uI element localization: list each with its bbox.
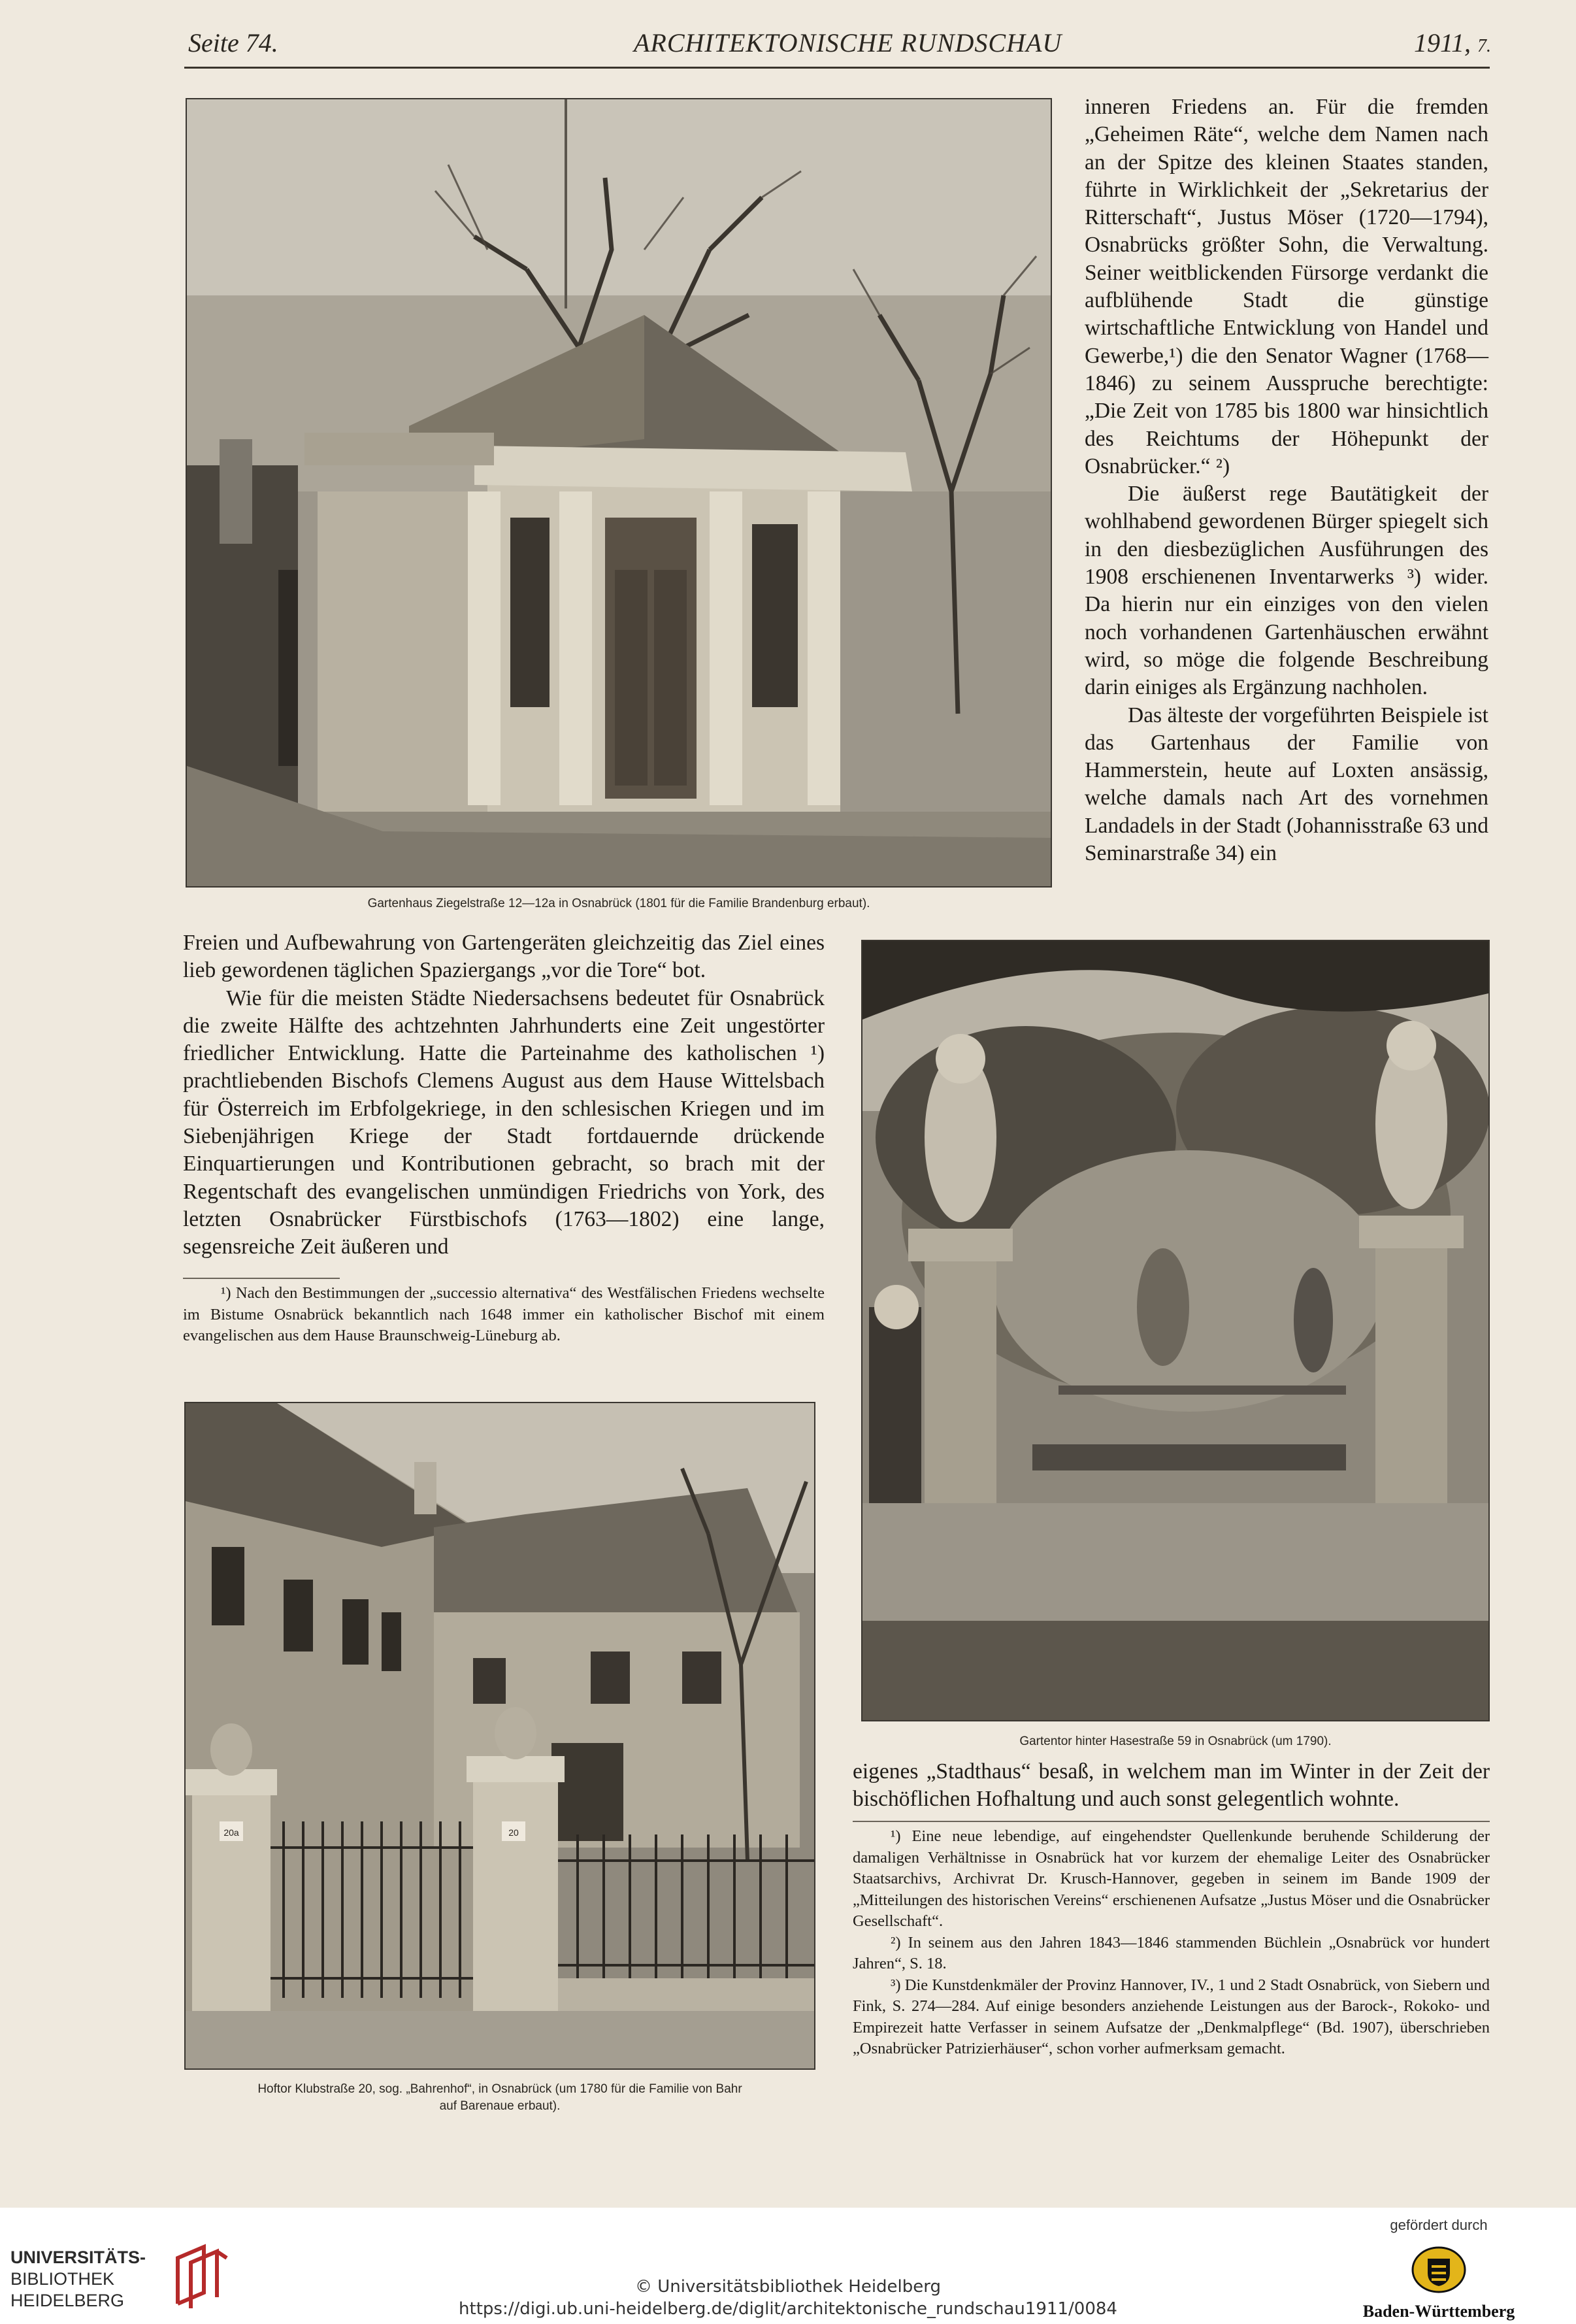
caption-line: Hoftor Klubstraße 20, sog. „Bahrenhof“, in Osnabrück (um 1780 für die Familie von Bahr — [257, 2082, 742, 2096]
paragraph: Freien und Aufbewahrung von Gartengeräten gleichzeitig das Ziel eines lieb gewordenen täglichen Spaziergangs „vor die Tore“ bot. — [183, 931, 825, 983]
footnote-rule — [853, 1821, 1490, 1822]
footnote: ¹) Nach den Bestimmungen der „successio alternativa“ des Westfälischen Friedens wechselte im Bistume Osnabrück bekanntlich nach 1648 immer ein katholischer Bischof mit einem evangelischen aus dem Hause Braunschweig-Lüneburg ab. — [183, 1284, 825, 1344]
library-logo[interactable] — [10, 2239, 233, 2317]
garden-gate-photo — [861, 940, 1490, 1721]
paragraph: inneren Friedens an. Für die fremden „Geheimen Räte“, welche dem Namen nach an der Spitze des kleinen Staates standen, führte in Wirklichkeit der „Sekretarius der Ritterschaft“, Justus Möser (1720—1794), Osnabrücks größter Sohn, die Verwaltung. Seiner weitblickenden Fürsorge verdankt die aufblühende Stadt die günstige wirtschaftliche Entwicklung von Handel und Gewerbe,¹) die den Senator Wagner (1768—1846) zu seinem Ausspruche berechtigte: „Die Zeit von 1785 bis 1800 war hinsichtlich des Reichtums der Höhepunkt der Osnabrücker.“ ²) — [1085, 95, 1488, 478]
library-line: BIBLIOTHEK — [10, 2269, 115, 2289]
left-footnote — [183, 1283, 825, 1347]
paragraph: Das älteste der vorgeführten Beispiele ist das Gartenhaus der Familie von Hammerstein, heute auf Loxten ansässig, welche damals nach Art des vornehmen Landadels in der Stadt (Johannisstraße 63 und Seminarstraße 34) ein — [1085, 703, 1488, 866]
state-name: Baden-Württemberg — [1362, 2302, 1515, 2321]
paragraph: Wie für die meisten Städte Niedersachsens bedeutet für Osnabrück die zweite Hälfte des achtzehnten Jahrhunderts eine Zeit ungestörter friedlicher Entwicklung. Hatte die Parteinahme des katholischen ¹) prachtliebenden Bischofs Clemens August aus dem Hause Wittelsbach für Österreich im Erbfolgekriege, in den schlesischen Kriegen und im Siebenjährigen Kriege der Stadt fortdauernde drückende Einquartierungen und Kontributionen gebracht, so brach mit der Regentschaft des evangelischen unmündigen Friedrichs von York, des letzten Osnabrücker Fürstbischofs (1763—1802) eine lange, segensreiche Zeit äußeren und — [183, 986, 825, 1259]
footnote: ²) In seinem aus den Jahren 1843—1846 stammenden Büchlein „Osnabrück vor hundert Jahren“, S. 18. — [853, 1933, 1490, 1972]
garden-house-photo — [186, 98, 1052, 888]
library-line: HEIDELBERG — [10, 2291, 125, 2310]
library-line: UNIVERSITÄTS- — [10, 2248, 146, 2267]
paragraph: Die äußerst rege Bautätigkeit der wohlhabend gewordenen Bürger spiegelt sich in den diesbezüglichen Ausführungen des 1908 erschienenen Inventarwerks ³) wider. Da hierin nur ein einziges von den vielen noch vorhandenen Gartenhäuschen erwähnt wird, so möge die folgende Beschreibung darin einiges als Ergänzung nachholen. — [1085, 482, 1488, 700]
footnote: ³) Die Kunstdenkmäler der Provinz Hannover, IV., 1 und 2 Stadt Osnabrück, von Siebern und Fink, S. 274—284. Auf einige besonders anziehende Leistungen aus der Barock-, Rokoko- und Empirezeit hatte Verfasser in seinem Aufsatze der „Denkmalpflege“ (Bd. 1907), überschrieben „Osnabrücker Patrizierhäuser“, schon vorher aufmerksam gemacht. — [853, 1976, 1490, 2057]
funded-by-label: gefördert durch — [1390, 2217, 1488, 2233]
page-number: Seite 74. — [188, 28, 278, 58]
right-column-top — [1085, 93, 1488, 867]
pillar-number-right: 20 — [508, 1827, 519, 1838]
library-emblem-icon — [165, 2242, 230, 2314]
right-column-bottom — [853, 1758, 1490, 1814]
issue-number: 7. — [1477, 36, 1492, 56]
library-name — [10, 2247, 146, 2312]
left-column-text — [183, 929, 825, 1261]
court-gate-caption — [184, 2081, 815, 2115]
permalink-url[interactable]: https://digi.ub.uni-heidelberg.de/diglit/architektonische_rundschau1911/0084 — [459, 2299, 1117, 2319]
garden-gate-caption: Gartentor hinter Hasestraße 59 in Osnabrück (um 1790). — [1019, 1735, 1332, 1748]
issue-year — [1414, 24, 1491, 63]
state-crest-icon — [1409, 2240, 1468, 2299]
right-footnotes — [853, 1826, 1490, 2060]
caption-line: auf Barenaue erbaut). — [439, 2099, 561, 2113]
pillar-number-left: 20a — [223, 1827, 239, 1838]
court-gate-photo — [184, 1402, 815, 2070]
journal-title: ARCHITEKTONISCHE RUNDSCHAU — [634, 28, 1062, 58]
funder-block — [1354, 2217, 1524, 2321]
footnote: ¹) Eine neue lebendige, auf eingehendster Quellenkunde beruhende Schilderung der damaligen Verhältnisse in Osnabrück hat vor kurzem der ehemalige Leiter des Osnabrücker Staatsarchivs, Archivrat Dr. Krusch-Hannover, gegeben in seinem im Bande 1909 der „Mitteilungen des historischen Vereins“ erschienenen Aufsatze „Justus Möser und die Osnabrücker Gesellschaft“. — [853, 1827, 1490, 1930]
header-rule — [184, 67, 1490, 69]
copyright-notice: © Universitätsbibliothek Heidelberg — [634, 2277, 941, 2297]
garden-house-caption: Gartenhaus Ziegelstraße 12—12a in Osnabrück (1801 für die Familie Brandenburg erbaut). — [367, 897, 870, 910]
footnote-rule — [183, 1278, 340, 1279]
issue-year-text: 1911, — [1414, 28, 1471, 58]
paragraph: eigenes „Stadthaus“ besaß, in welchem man im Winter in der Zeit der bischöflichen Hofhaltung und auch sonst gelegentlich wohnte. — [853, 1759, 1490, 1812]
